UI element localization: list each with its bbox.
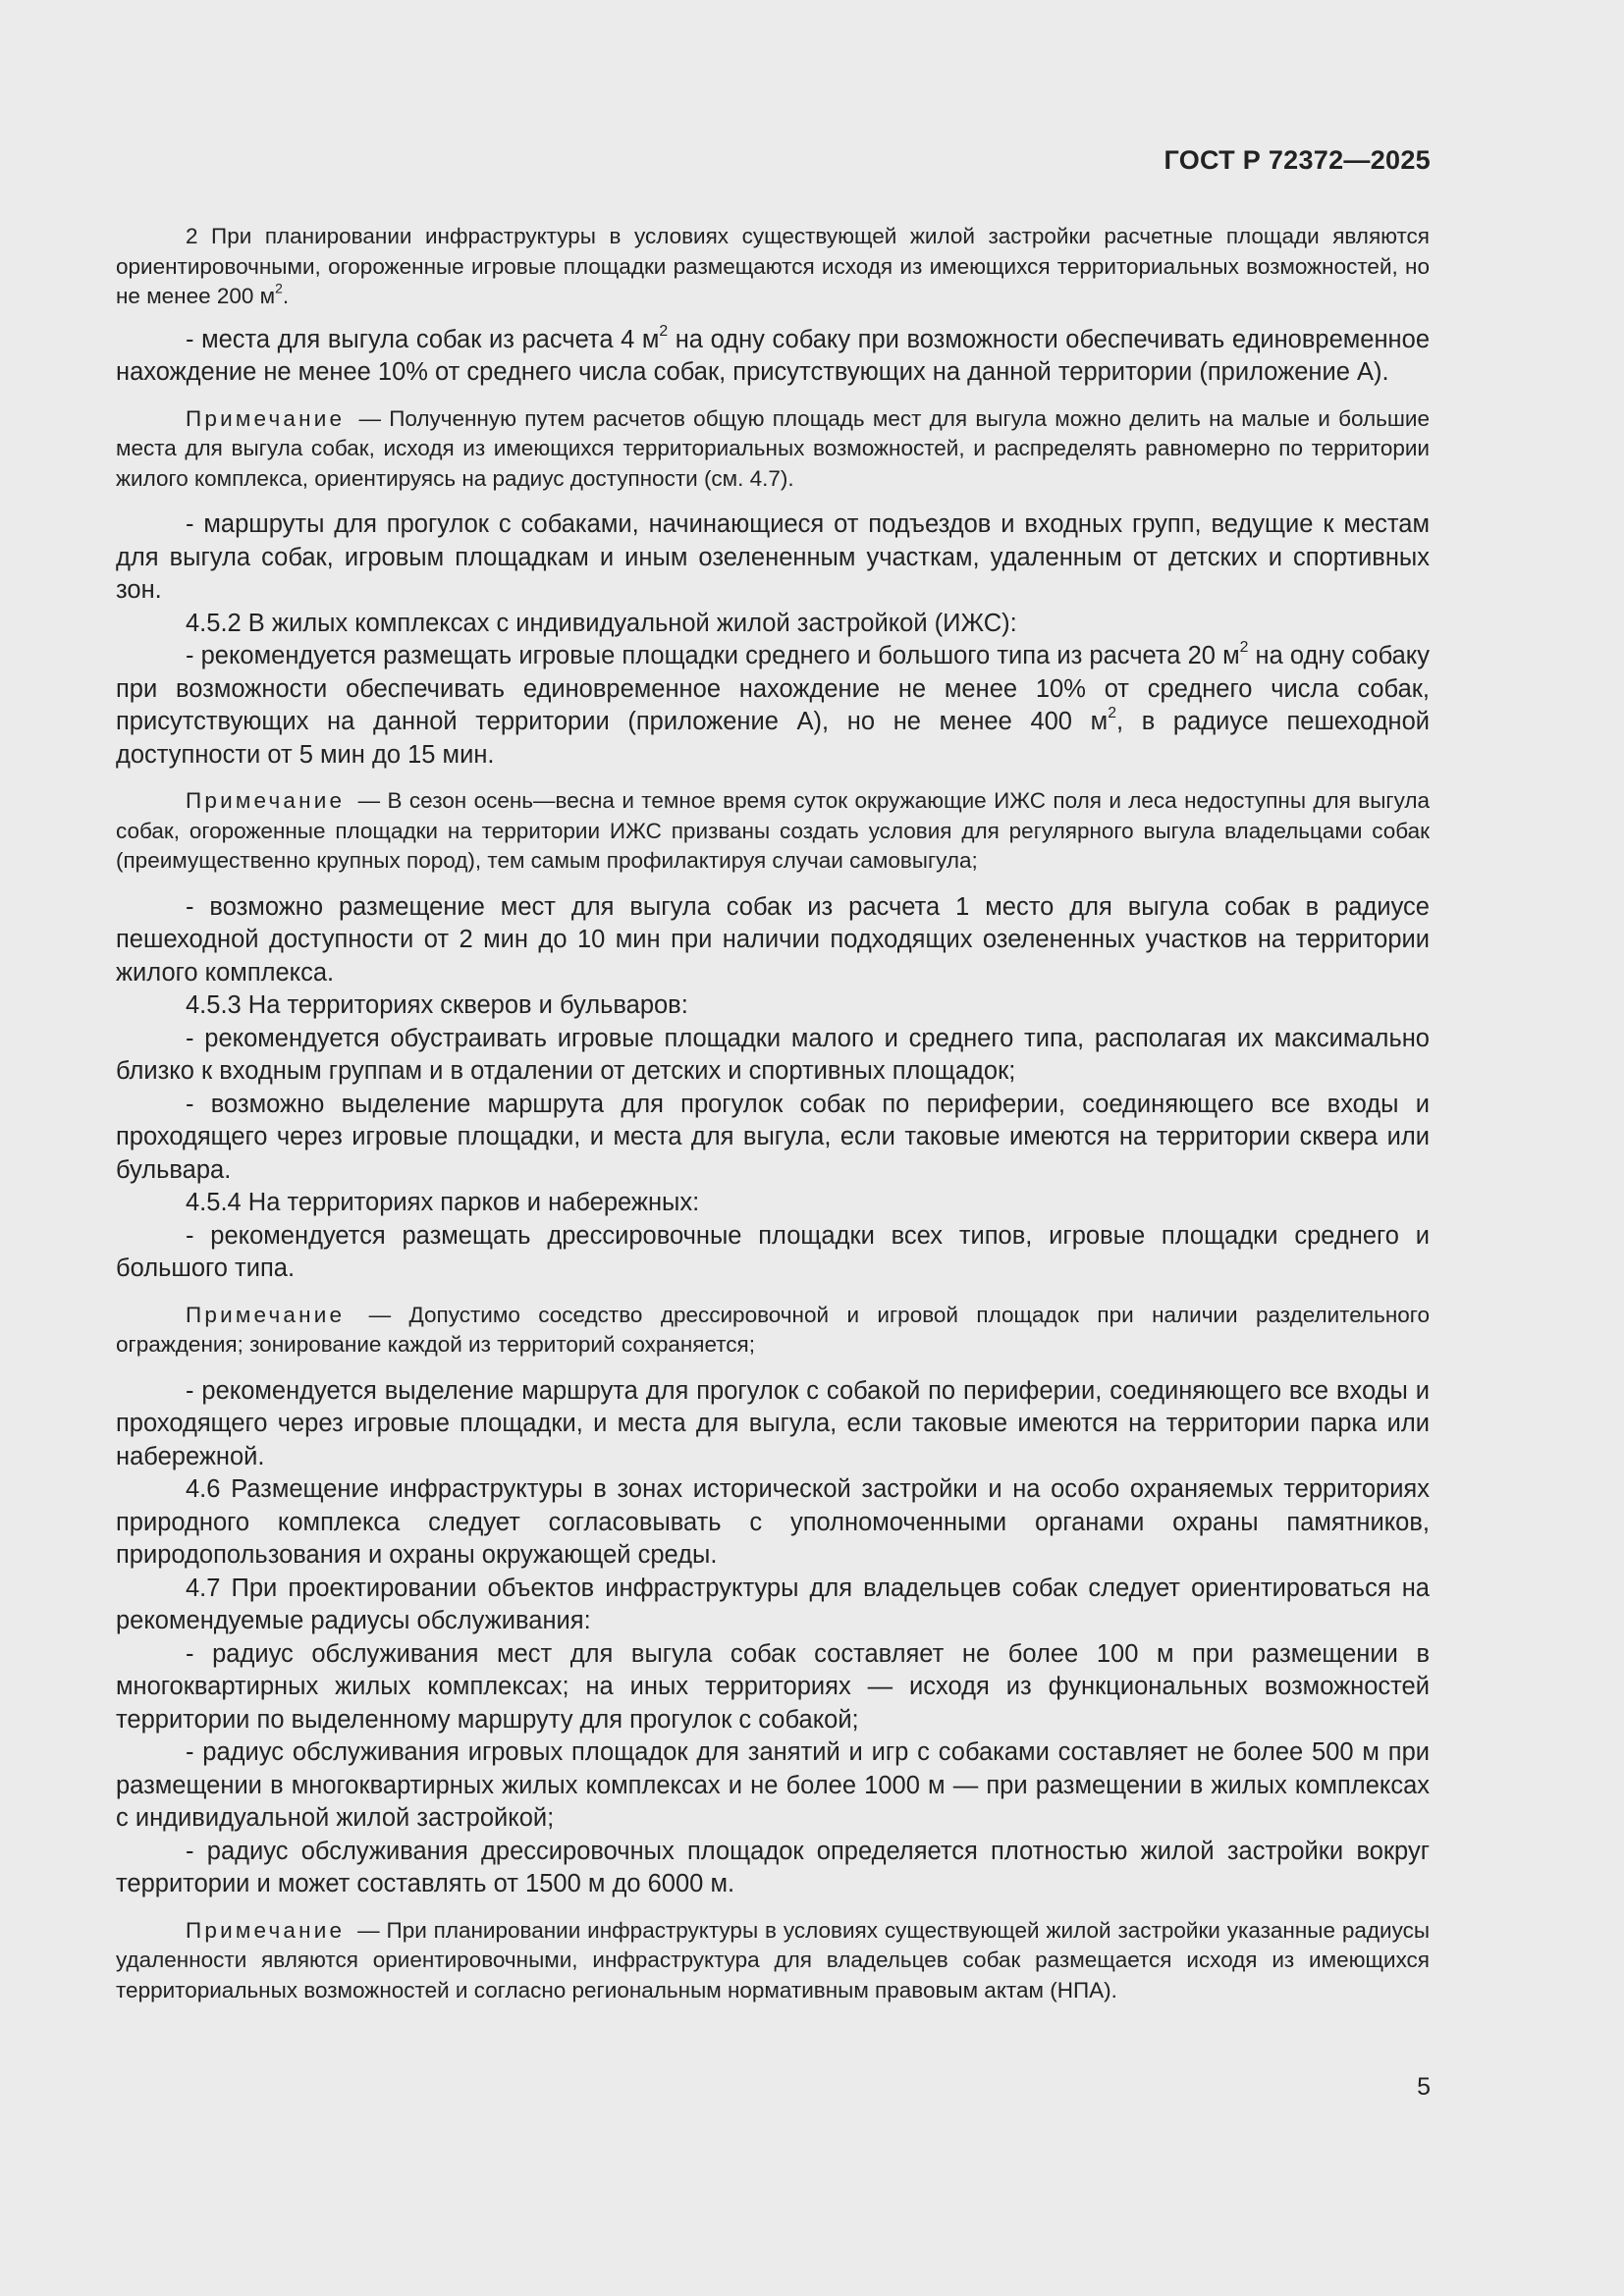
clause-4-5-3: 4.5.3 На территориях скверов и бульваров: <box>186 991 688 1019</box>
note-label: Примечание <box>186 405 346 431</box>
clause-4-5-4: 4.5.4 На территориях парков и набережных: <box>186 1189 700 1216</box>
paragraph-radius-play-areas: - радиус обслуживания игровых площадок для занятий и игр с собаками составляет не более 500 м при размещении в многоквартирных жилых комплексах и не более 1000 м — при размещении в жилых комплексах с индивидуальной жилой застройкой; <box>116 1738 1430 1832</box>
note-neighboring-areas: Примечание — Допустимо соседство дрессировочной и игровой площадок при наличии разделительного ограждения; зонирование каждой из территорий сохраняется; <box>116 1302 1430 1357</box>
paragraph-parks-route: - рекомендуется выделение маршрута для прогулок с собакой по периферии, соединяющего все входы и проходящего через игровые площадки, и места для выгула, если таковые имеются на территории парка или набережной. <box>116 1376 1430 1470</box>
note-area-division: Примечание — Полученную путем расчетов общую площадь мест для выгула можно делить на малые и большие места для выгула собак, исходя из имеющихся территориальных возможностей, и распределять равномерно по территории жилого комплекса, ориентируясь на радиус доступности (см. 4.7). <box>116 405 1430 491</box>
note-season: Примечание — В сезон осень—весна и темное время суток окружающие ИЖС поля и леса недоступны для выгула собак, огороженные площадки на территории ИЖС призваны создать условия для регулярного выгула владельцами собак (преимущественно крупных пород), тем самым профилактируя случаи самовыгула; <box>116 788 1430 873</box>
note-label: Примечание <box>186 1302 346 1327</box>
clause-4-7: 4.7 При проектировании объектов инфраструктуры для владельцев собак следует ориентироваться на рекомендуемые радиусы обслуживания: <box>116 1574 1430 1634</box>
paragraph-note-continuation: 2 При планировании инфраструктуры в условиях существующей жилой застройки расчетные площади являются ориентировочными, огороженные игровые площадки размещаются исходя из имеющихся территориальных возможностей, но не менее 200 $м^2$. <box>116 224 1430 308</box>
clause-4-5-2: 4.5.2 В жилых комплексах с индивидуальной жилой застройкой (ИЖС): <box>186 609 1017 637</box>
note-label: Примечание <box>186 788 346 813</box>
note-radius: Примечание — При планировании инфраструктуры в условиях существующей жилой застройки указанные радиусы удаленности являются ориентировочными, инфраструктура для владельцев собак размещается исходя из имеющихся территориальных возможностей и согласно региональным нормативным правовым актам (НПА). <box>116 1917 1430 2002</box>
paragraph-walking-routes: - маршруты для прогулок с собаками, начинающиеся от подъездов и входных групп, ведущие к местам для выгула собак, игровым площадкам и иным озелененным участкам, удаленным от детских и спортивных зон. <box>116 510 1430 604</box>
paragraph-walking-places-izhs: - возможно размещение мест для выгула собак из расчета 1 место для выгула собак в радиусе пешеходной доступности от 2 мин до 10 мин при наличии подходящих озелененных участков на территории жилого комплекса. <box>116 892 1430 987</box>
paragraph-radius-walking-places: - радиус обслуживания мест для выгула собак составляет не более 100 м при размещении в многоквартирных жилых комплексах; на иных территориях — исходя из функциональных возможностей территории по выделенному маршруту для прогулок с собакой; <box>116 1639 1430 1734</box>
paragraph-squares-route: - возможно выделение маршрута для прогулок собак по периферии, соединяющего все входы и проходящего через игровые площадки, и места для выгула, если таковые имеются на территории сквера или бульвара. <box>116 1090 1430 1184</box>
clause-4-6: 4.6 Размещение инфраструктуры в зонах исторической застройки и на особо охраняемых территориях природного комплекса следует согласовывать с уполномоченными органами охраны памятников, природопользования и охраны окружающей среды. <box>116 1475 1430 1569</box>
paragraph-radius-training-areas: - радиус обслуживания дрессировочных площадок определяется плотностью жилой застройки вокруг территории и может составлять от 1500 м до 6000 м. <box>116 1837 1430 1897</box>
document-code: ГОСТ Р 72372—2025 <box>1164 145 1431 175</box>
document-body <box>116 222 1430 2005</box>
paragraph-dog-walking-places: - места для выгула собак из расчета 4 $м^2$ на одну собаку при возможности обеспечивать единовременное нахождение не менее 10% от среднего числа собак, присутствующих на данной территории (приложение А). <box>116 322 1430 386</box>
note-label: Примечание <box>186 1917 346 1943</box>
paragraph-parks-training-areas: - рекомендуется размещать дрессировочные площадки всех типов, игровые площадки среднего и большого типа. <box>116 1221 1430 1282</box>
paragraph-squares-play-areas: - рекомендуется обустраивать игровые площадки малого и среднего типа, располагая их максимально близко к входным группам и в отдалении от детских и спортивных площадок; <box>116 1024 1430 1085</box>
paragraph-play-areas-izhs: - рекомендуется размещать игровые площадки среднего и большого типа из расчета 20 $м^2$ на одну собаку при возможности обеспечивать единовременное нахождение не менее 10% от среднего числа собак, присутствующих на данной территории (приложение А), но не менее 400 $м^2$, в радиусе пешеходной доступности от 5 мин до 15 мин. <box>116 639 1431 769</box>
page-number: 5 <box>1417 2073 1431 2101</box>
